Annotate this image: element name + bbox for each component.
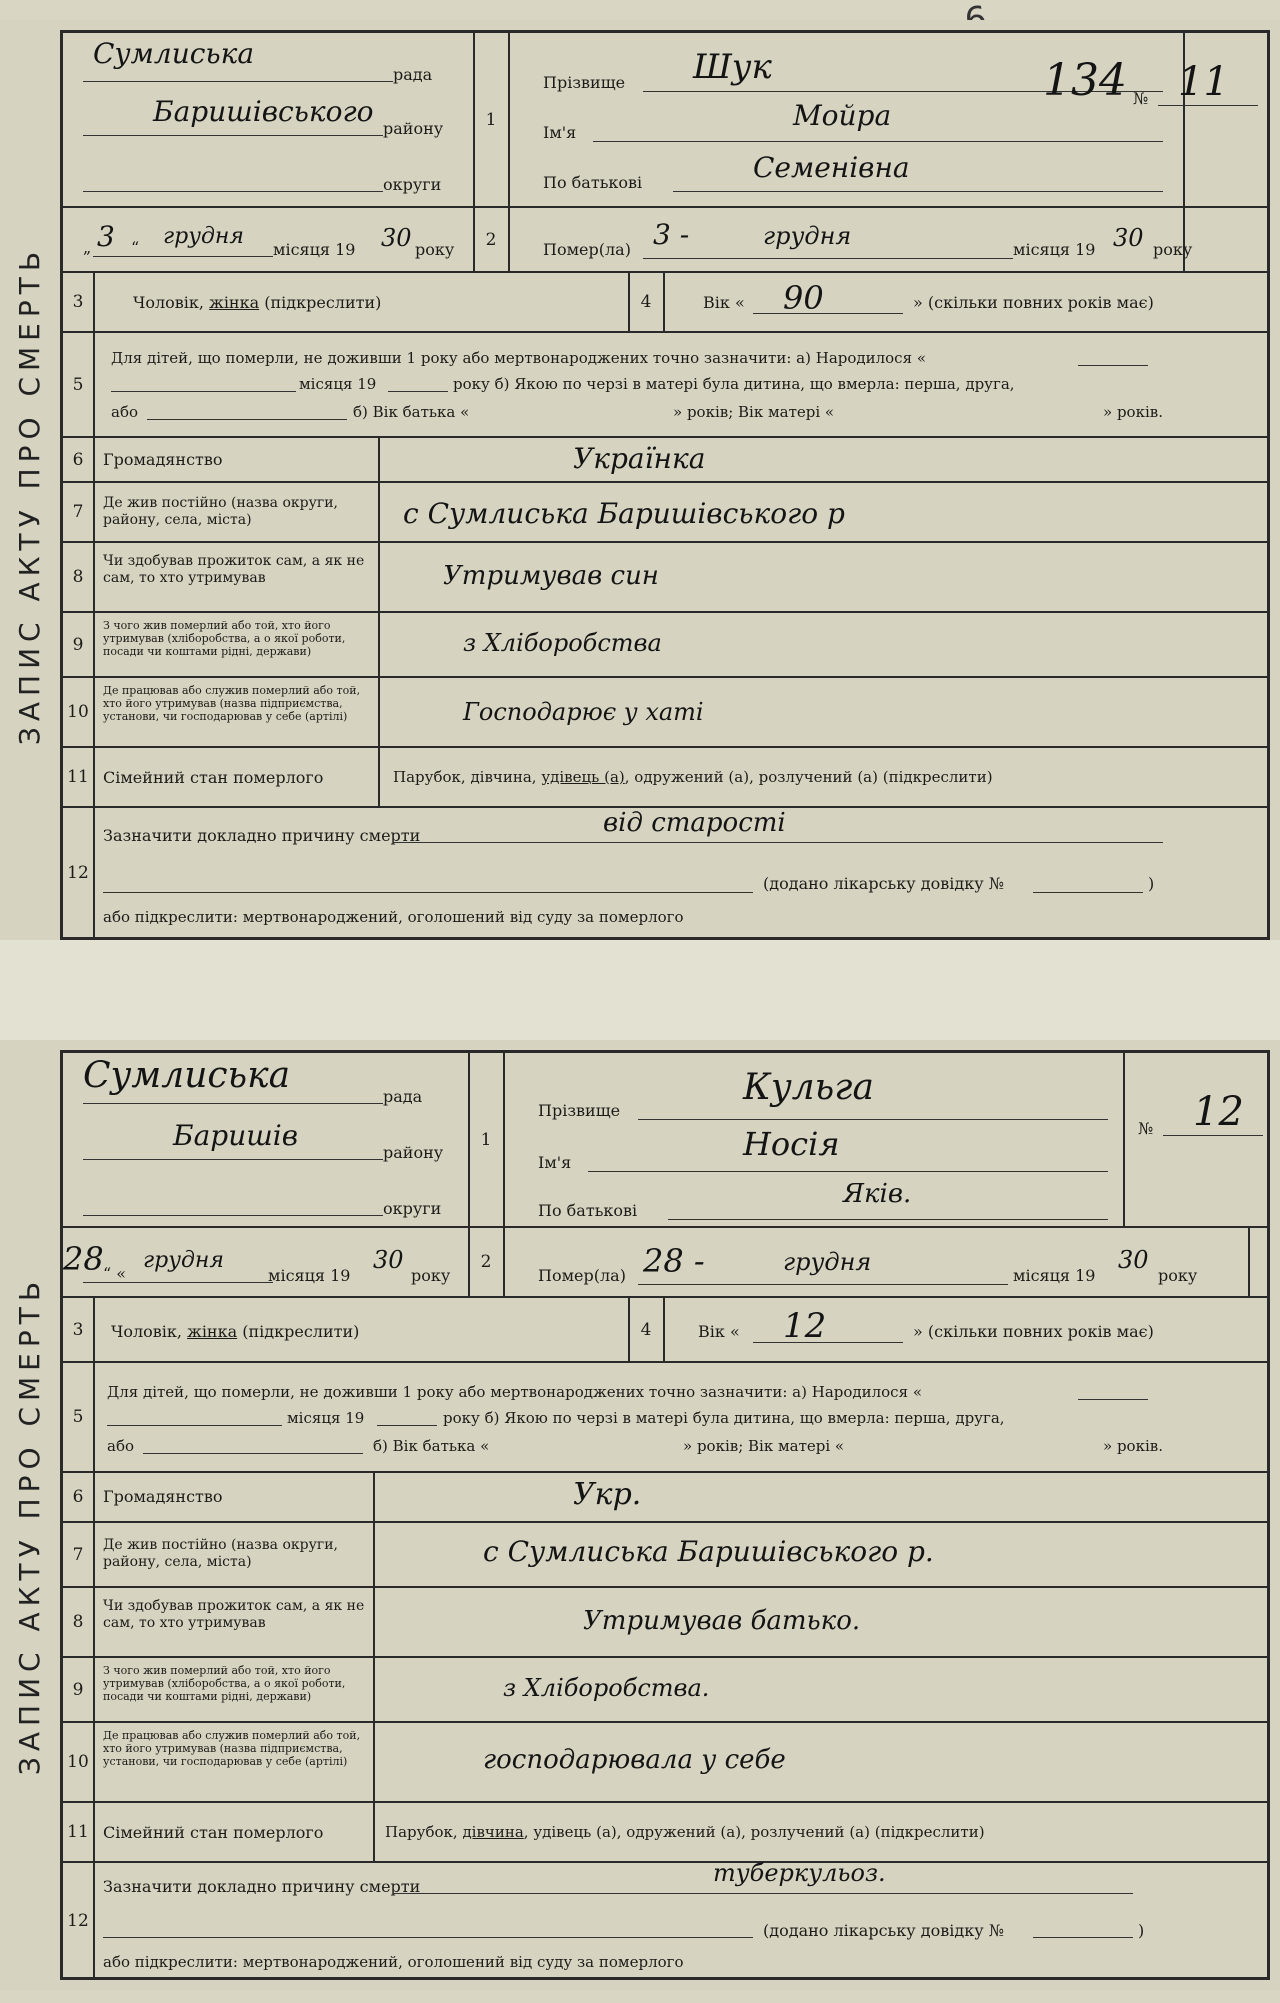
support-value: Утримував син [443, 561, 659, 591]
row-8: 8 Чи здобував прожиток сам, а як не сам, то хто утримував Утримував син [63, 543, 1267, 613]
cause-value: туберкульоз. [713, 1859, 886, 1887]
registry-number-extra: 134 [1043, 55, 1127, 106]
surname-value: Шук [693, 47, 772, 87]
row-number: 4 [640, 1319, 652, 1340]
income-value: з Хліборобства [463, 629, 662, 657]
row-12: 12 Зазначити докладно причину смерти туберкульоз. (додано лікарську довідку № ) або підкреслити: мертвонароджений, оголошений від суду за померлого [63, 1863, 1267, 1978]
row-number: 8 [63, 543, 95, 611]
residence-value: с Сумлиська Баришівського р [403, 497, 845, 530]
raion-label: району [383, 119, 444, 138]
surname-value: Кульга [743, 1067, 874, 1108]
row-number: 3 [63, 273, 95, 331]
row-number: 6 [63, 438, 95, 481]
death-year: 30 [1118, 1246, 1149, 1274]
raion-value: Баришів [173, 1119, 299, 1152]
okrugy-label: округи [383, 175, 442, 194]
citizenship-value: Укр. [573, 1477, 642, 1512]
row-number: 9 [63, 613, 95, 676]
patronymic-value: Семенівна [753, 151, 910, 184]
death-day: 3 - [653, 218, 690, 251]
month-label: місяця 19 [273, 240, 356, 259]
row-6: 6 Громадянство Укр. [63, 1473, 1267, 1523]
death-year: 30 [1113, 224, 1144, 252]
patronymic-label: По батькові [543, 173, 643, 192]
rada-value: Сумлиська [93, 37, 255, 70]
record-form [60, 30, 1270, 940]
row-10: 10 Де працював або служив померлий або той, хто його утримував (назва підприємства, установи, чи господарював у себе (артілі) господарювала у себе [63, 1723, 1267, 1803]
row-number: 11 [63, 748, 95, 806]
row-number: 6 [63, 1473, 95, 1521]
raion-value: Баришівського [153, 95, 374, 128]
death-day: 28 - [643, 1242, 705, 1280]
row-1: 1 Сумлиська рада Баришів району округи Прізвище Кульга Ім'я Носія По батькові Яків. № 12 [63, 1053, 1267, 1228]
surname-label: Прізвище [543, 73, 626, 92]
year-label: року [415, 240, 455, 259]
marital-status: Парубок, дівчина, удівець (а), одружений (а), розлучений (а) (підкреслити) [385, 1823, 985, 1841]
row-number: 1 [480, 1129, 492, 1150]
row-8: 8 Чи здобував прожиток сам, а як не сам, то хто утримував Утримував батько. [63, 1588, 1267, 1658]
side-title: ЗАПИС АКТУ ПРО СМЕРТЬ [13, 245, 47, 745]
name-value: Мойра [793, 99, 892, 132]
work-value: Господарює у хаті [463, 698, 704, 726]
reg-day: 28 [63, 1240, 104, 1278]
row-11: 11 Сімейний стан померлого Парубок, дівчина, удівець (а), одружений (а), розлучений (а) (підкреслити) [63, 1803, 1267, 1863]
work-value: господарювала у себе [483, 1745, 786, 1775]
row-number: 1 [485, 109, 497, 130]
death-month: грудня [783, 1248, 872, 1276]
registry-number: 12 [1193, 1089, 1244, 1135]
residence-value: с Сумлиська Баришівського р. [483, 1535, 934, 1568]
reg-month: грудня [143, 1248, 224, 1273]
age-label: Вік « [703, 293, 745, 312]
row-number: 12 [63, 1863, 95, 1978]
row-3: 3 4 Чоловік, жінка (підкреслити) Вік « 12 » (скільки повних років має) [63, 1298, 1267, 1363]
reg-month: грудня [163, 224, 244, 249]
row-3 [63, 273, 1267, 333]
row-number: 8 [63, 1588, 95, 1656]
income-value: з Хліборобства. [503, 1674, 710, 1702]
row-9: 9 З чого жив померлий або той, хто його утримував (хліборобства, а о якої роботи, посади чи коштами рідні, держави) з Хліборобства. [63, 1658, 1267, 1723]
rada-label: рада [393, 65, 433, 84]
side-title: ЗАПИС АКТУ ПРО СМЕРТЬ [13, 1275, 47, 1775]
support-value: Утримував батько. [583, 1606, 861, 1636]
year-label: року [1153, 240, 1193, 259]
row-10: 10 Де працював або служив померлий або той, хто його утримував (назва підприємства, установи, чи господарював у себе (артілі) Господарює у хаті [63, 678, 1267, 748]
row-number: 2 [480, 1252, 492, 1272]
row-number: 10 [63, 678, 95, 746]
row-5: 5 Для дітей, що померли, не доживши 1 року або мертвонароджених точно зазначити: а) Народилося « місяця 19 року б) Якою по черзі в матері була дитина, що вмерла: перша, друга, або б) Вік батька « » років; Вік матері « » років. [63, 333, 1267, 438]
row-number: 5 [63, 333, 95, 436]
row-6: 6 Громадянство Українка [63, 438, 1267, 483]
death-record-2 [0, 1040, 1280, 1990]
row-number: 4 [640, 292, 652, 312]
age-suffix: » (скільки повних років має) [913, 293, 1154, 312]
row-number: 12 [63, 808, 95, 938]
row-number: 2 [485, 229, 497, 250]
rada-value: Сумлиська [83, 1055, 291, 1096]
row-2: 2 „ 3 “ грудня місяця 19 30 року Помер(ла) 3 - грудня місяця 19 30 року [63, 208, 1267, 273]
marital-status: Парубок, дівчина, удівець (а), одружений (а), розлучений (а) (підкреслити) [393, 768, 993, 786]
row-number: 10 [63, 1723, 95, 1801]
row-9: 9 З чого жив померлий або той, хто його утримував (хліборобства, а о якої роботи, посади чи коштами рідні, держави) з Хліборобства [63, 613, 1267, 678]
reg-day: 3 [97, 220, 115, 253]
month-label: місяця 19 [1013, 240, 1096, 259]
age-value: 12 [783, 1306, 827, 1346]
row-7: 7 Де жив постійно (назва округи, району, села, міста) с Сумлиська Баришівського р. [63, 1523, 1267, 1588]
row-2: 2 28 “ « грудня місяця 19 30 року Помер(ла) 28 - грудня місяця 19 30 року [63, 1228, 1267, 1298]
row-5: 5 Для дітей, що померли, не доживши 1 року або мертвонароджених точно зазначити: а) Народилося « місяця 19 року б) Якою по черзі в матері була дитина, що вмерла: перша, друга, або б) Вік батька « » років; Вік матері « » років. [63, 1363, 1267, 1473]
row-number: 7 [63, 483, 95, 541]
registry-number: 11 [1178, 59, 1229, 105]
row-1 [63, 33, 1267, 208]
name-value: Носія [743, 1125, 840, 1163]
number-label: № [1133, 89, 1149, 108]
death-record-1 [0, 20, 1280, 940]
row-7: 7 Де жив постійно (назва округи, району, села, міста) с Сумлиська Баришівського р [63, 483, 1267, 543]
row-number: 9 [63, 1658, 95, 1721]
sex-field: Чоловік, жінка (підкреслити) [111, 1322, 360, 1341]
row-number: 11 [63, 1803, 95, 1861]
row-12: 12 Зазначити докладно причину смерти від старості (додано лікарську довідку № ) або підкреслити: мертвонароджений, оголошений від суду за померлого [63, 808, 1267, 938]
row-number: 5 [63, 1363, 95, 1471]
reg-year: 30 [381, 224, 412, 252]
cause-value: від старості [603, 808, 786, 838]
death-month: грудня [763, 222, 852, 250]
reg-year: 30 [373, 1246, 404, 1274]
patronymic-value: Яків. [843, 1179, 912, 1209]
citizenship-value: Українка [573, 442, 706, 475]
name-label: Ім'я [543, 123, 577, 142]
page-gap [0, 940, 1280, 1040]
row-number: 3 [63, 1298, 95, 1361]
age-value: 90 [783, 279, 824, 317]
row-11: 11 Сімейний стан померлого Парубок, дівчина, удівець (а), одружений (а), розлучений (а) (підкреслити) [63, 748, 1267, 808]
death-label: Помер(ла) [543, 240, 631, 259]
record-form [60, 1050, 1270, 1980]
sex-field: Чоловік, жінка (підкреслити) [133, 293, 382, 312]
row-number: 7 [63, 1523, 95, 1586]
